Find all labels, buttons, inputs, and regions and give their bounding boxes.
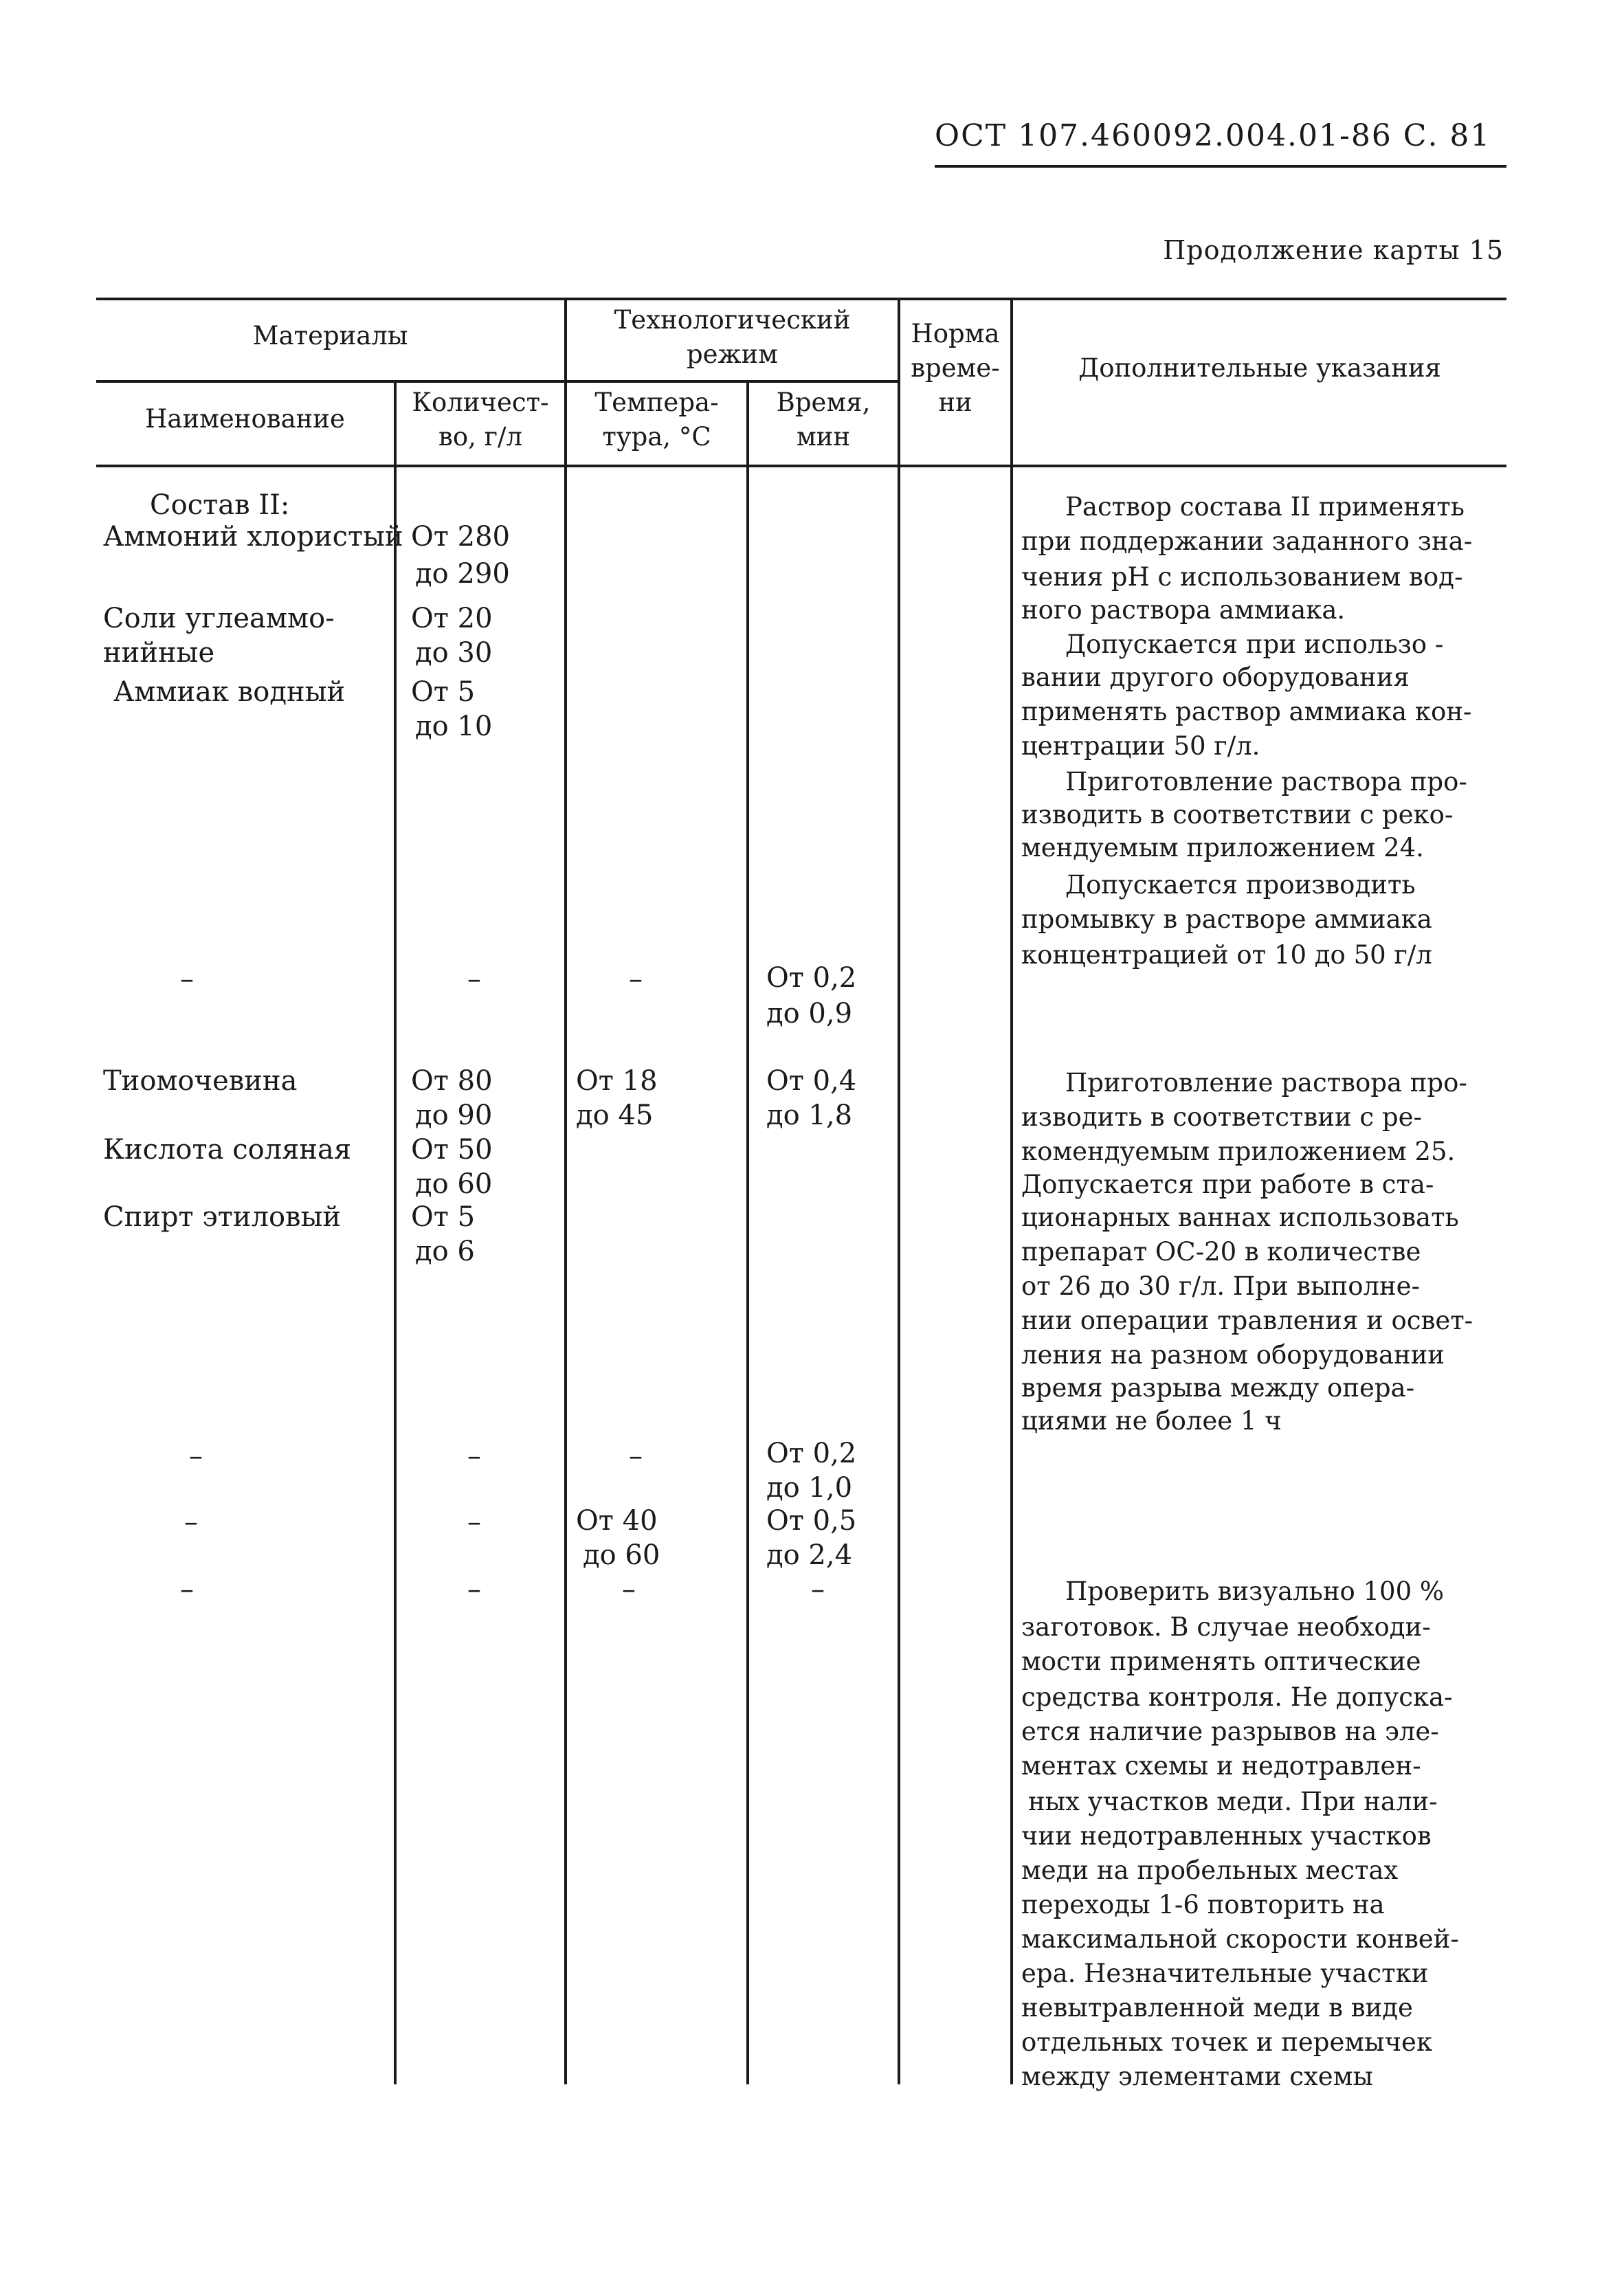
note-line: Допускается при работе в ста- [1021,1170,1434,1199]
row2-temp-dash: – [629,964,643,995]
qty-ammonium-chloride-to: до 290 [415,558,510,590]
note-line: промывку в растворе аммиака [1021,904,1432,934]
note-line: мендуемым приложением 24. [1021,833,1424,862]
row6-name-dash: – [180,1574,194,1605]
row6-qty-dash: – [467,1574,481,1605]
note-line: невытравленной меди в виде [1021,1993,1413,2023]
col-divider-norm-notes [1010,298,1013,2084]
row2-time-from: От 0,2 [766,962,857,994]
table-top-rule [96,298,1506,300]
note-line: комендуемым приложением 25. [1021,1137,1456,1166]
note-line: ционарных ваннах использовать [1021,1203,1459,1232]
row4-time-to: до 1,0 [766,1472,853,1504]
row6-time-dash: – [811,1574,825,1605]
row4-temp-dash: – [629,1440,643,1472]
note-line: отдельных точек и перемычек [1021,2027,1433,2057]
note-line: изводить в соответствии с ре- [1021,1102,1422,1132]
time-thiourea-to: до 1,8 [766,1100,853,1131]
header-temp-line1: Темпера- [594,388,719,417]
note-line: ера. Незначительные участки [1021,1959,1429,1988]
col-divider-tech-norm [898,298,900,2084]
header-underline [935,165,1506,168]
note-line: ления на разном оборудовании [1021,1340,1445,1370]
material-ammonium-salts-line2: нийные [103,637,215,669]
note-line: средства контроля. Не допуска- [1021,1682,1453,1712]
row4-qty-dash: – [467,1440,481,1472]
qty-ammonia-to: до 10 [415,711,493,742]
note-line: мости применять оптические [1021,1647,1421,1676]
note-line: Допускается производить [1065,870,1416,900]
qty-ammonium-chloride-from: От 280 [411,521,510,553]
qty-ammonium-salts-from: От 20 [411,603,493,634]
header-time-line1: Время, [776,388,871,417]
header-mid-rule [96,380,898,383]
header-tech-line2: режим [686,339,779,369]
note-line: препарат ОС-20 в количестве [1021,1237,1421,1267]
qty-ammonium-salts-to: до 30 [415,637,493,669]
note-line: Раствор состава II применять [1065,492,1465,522]
note-line: чения pH с использованием вод- [1021,562,1463,592]
header-name: Наименование [145,404,345,434]
note-line: Проверить визуально 100 % [1065,1577,1445,1606]
header-bottom-rule [96,465,1506,467]
note-line: от 26 до 30 г/л. При выполне- [1021,1271,1421,1301]
header-quantity-line2: во, г/л [438,422,522,452]
header-temp-line2: тура, °С [602,422,711,452]
header-norm-line2: време- [911,353,1000,383]
temp-thiourea-to: до 45 [576,1100,654,1131]
qty-thiourea-to: до 90 [415,1100,493,1131]
row5-temp-to: до 60 [583,1539,660,1571]
col-divider-materials-tech [564,298,567,2084]
header-materials: Материалы [252,321,408,350]
note-line: ных участков меди. При нали- [1028,1787,1438,1816]
note-line: вании другого оборудования [1021,662,1410,692]
row5-name-dash: – [184,1506,198,1538]
row2-name-dash: – [180,964,194,995]
temp-thiourea-from: От 18 [576,1065,658,1097]
document-code: ОСТ 107.460092.004.01-86 С. 81 [935,118,1491,153]
row5-qty-dash: – [467,1506,481,1538]
row5-temp-from: От 40 [576,1505,658,1537]
header-tech-line1: Технологический [614,305,851,335]
material-ammonium-chloride: Аммоний хлористый [103,521,403,553]
header-time-line2: мин [796,422,851,452]
note-line: центрации 50 г/л. [1021,731,1260,761]
header-notes: Дополнительные указания [1078,353,1441,383]
row2-qty-dash: – [467,964,481,995]
note-line: нии операции травления и освет- [1021,1306,1473,1335]
material-ammonium-salts-line1: Соли углеаммо- [103,603,335,634]
time-thiourea-from: От 0,4 [766,1065,857,1097]
qty-hcl-to: до 60 [415,1168,493,1200]
note-line: переходы 1-6 повторить на [1021,1890,1385,1919]
note-line: Допускается при использо - [1065,630,1444,659]
note-line: ется наличие разрывов на эле- [1021,1717,1439,1746]
qty-ethanol-to: до 6 [415,1236,475,1267]
qty-ammonia-from: От 5 [411,676,476,708]
note-line: Приготовление раствора про- [1065,767,1467,797]
header-norm-line1: Норма [911,319,1000,348]
note-line: циями не более 1 ч [1021,1406,1282,1436]
material-hydrochloric-acid: Кислота соляная [103,1134,352,1166]
note-line: между элементами схемы [1021,2062,1373,2091]
qty-ethanol-from: От 5 [411,1201,476,1233]
col-divider-name-qty-body [394,465,397,2084]
note-line: ментах схемы и недотравлен- [1021,1751,1421,1781]
row4-time-from: От 0,2 [766,1438,857,1469]
header-quantity-line1: Количест- [412,388,549,417]
material-thiourea: Тиомочевина [103,1065,298,1097]
row4-name-dash: – [189,1440,203,1472]
continuation-label: Продолжение карты 15 [1163,235,1504,265]
note-line: меди на пробельных местах [1021,1856,1399,1885]
note-line: заготовок. В случае необходи- [1021,1612,1431,1642]
note-line: при поддержании заданного зна- [1021,526,1473,556]
note-line: чии недотравленных участков [1021,1821,1432,1851]
row5-time-from: От 0,5 [766,1505,857,1537]
note-line: ного раствора аммиака. [1021,595,1346,625]
composition-label: Состав II: [150,489,290,521]
note-line: концентрацией от 10 до 50 г/л [1021,940,1432,970]
qty-hcl-from: От 50 [411,1134,493,1166]
row6-temp-dash: – [622,1574,636,1605]
row5-time-to: до 2,4 [766,1539,853,1571]
note-line: время разрыва между опера- [1021,1373,1415,1403]
note-line: применять раствор аммиака кон- [1021,697,1472,726]
material-aqueous-ammonia: Аммиак водный [113,676,346,708]
note-line: максимальной скорости конвей- [1021,1924,1459,1954]
col-divider-temp-time [746,380,749,2084]
note-line: Приготовление раствора про- [1065,1068,1467,1098]
material-ethyl-alcohol: Спирт этиловый [103,1201,342,1233]
row2-time-to: до 0,9 [766,998,853,1029]
note-line: изводить в соответствии с реко- [1021,800,1454,829]
header-norm-line3: ни [938,388,972,417]
qty-thiourea-from: От 80 [411,1065,493,1097]
